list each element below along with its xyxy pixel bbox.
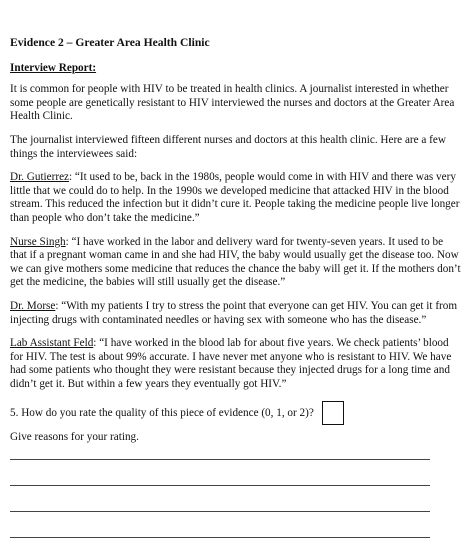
quote-singh: [10, 236, 462, 290]
speaker-name: Dr. Morse: [10, 299, 56, 312]
section-heading: Interview Report:: [10, 61, 97, 74]
answer-line[interactable]: [10, 511, 430, 512]
quote-text: : “It used to be, back in the 1980s, people would come in with HIV and there was very little that we could do to help. In the 1990s we developed medicine that attacked HIV in the blood stream. This reduced the infection but it didn’t cure it. People taking the medicine people live longer than people who don’t take the medicine.”: [10, 171, 460, 224]
quote-text: : “I have worked in the labor and delivery ward for twenty-seven years. It used to be that if a pregnant woman came in and she had HIV, the baby would usually get the disease too. Now we can give mothers some medicine that reduces the chance the baby will get it. If the mothers don’t get the medicine, the babies will still usually get the disease.”: [10, 235, 461, 289]
rating-question: 5. How do you rate the quality of this piece of evidence (0, 1, or 2)?: [10, 406, 314, 419]
reasons-prompt: Give reasons for your rating.: [10, 431, 139, 444]
answer-lines: [10, 459, 462, 538]
answer-line[interactable]: [10, 459, 430, 460]
speaker-name: Lab Assistant Feld: [10, 337, 94, 350]
speaker-name: Nurse Singh: [10, 235, 66, 248]
rating-answer-box[interactable]: [322, 401, 344, 425]
answer-line[interactable]: [10, 485, 430, 486]
quote-text: : “With my patients I try to stress the point that everyone can get HIV. You can get it from injecting drugs with contaminated needles or having sex with someone who has the disease.”: [10, 299, 458, 326]
rating-question-row: [10, 401, 462, 425]
quote-gutierrez: [10, 171, 462, 225]
intro-paragraph: It is common for people with HIV to be treated in health clinics. A journalist interested in whether some people are genetically resistant to HIV interviewed the nurses and doctors at the Greater Area Health Clinic.: [10, 83, 455, 123]
quote-text: : “I have worked in the blood lab for about five years. We check patients’ blood for HIV. The test is about 99% accurate. I have never met anyone who is resistant to HIV. We have had some patients who thought they were resistant because they injected drugs for a long time and didn’t get it. But within a few years they eventually got HIV.”: [10, 337, 452, 390]
speaker-name: Dr. Gutierrez: [10, 171, 70, 184]
evidence-title: Evidence 2 – Greater Area Health Clinic: [10, 36, 210, 49]
quote-feld: [10, 337, 462, 391]
quote-morse: [10, 300, 462, 327]
interview-paragraph: The journalist interviewed fifteen different nurses and doctors at this health clinic. Here are a few things the interviewees said:: [10, 133, 446, 160]
answer-line[interactable]: [10, 537, 430, 538]
